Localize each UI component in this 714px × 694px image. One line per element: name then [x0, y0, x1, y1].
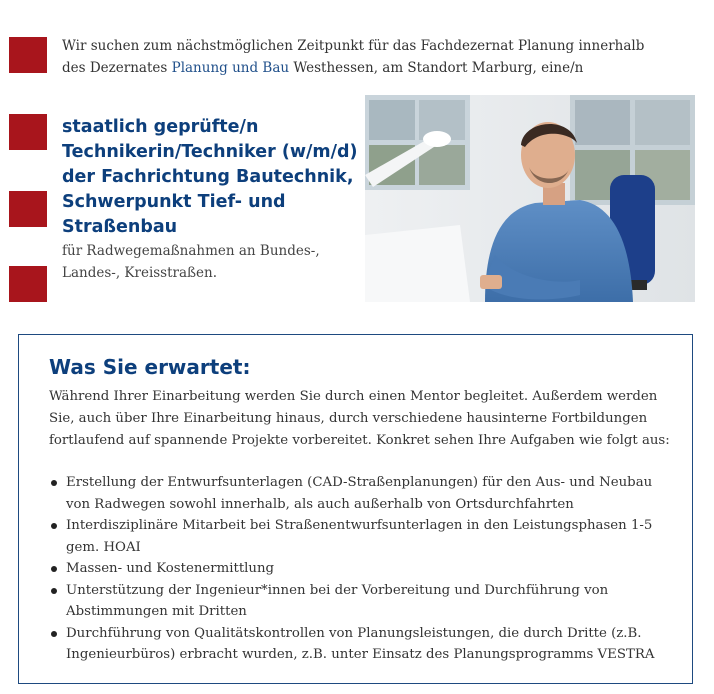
list-item — [49, 580, 674, 623]
list-item-text: Erstellung der Entwurfsunterlagen (CAD-Straßenplanungen) für den Aus- und Neubau von Radwegen sowohl innerhalb, als auch außerhalb von Ortsdurchfahrten — [66, 475, 653, 512]
section-lead-text: Während Ihrer Einarbeitung werden Sie durch einen Mentor begleitet. Außerdem werden Sie, auch über Ihre Einarbeitung hinaus, durch verschiedene hausinterne Fortbildungen fortlaufend auf spannende Projekte vorbereitet. Konkret sehen Ihre Aufgaben wie folgt aus: — [49, 389, 670, 448]
bullet-icon — [51, 480, 57, 486]
bullet-icon — [51, 588, 57, 594]
job-title-line: Straßenbau — [62, 217, 178, 237]
list-item-text: Durchführung von Qualitätskontrollen von Planungsleistungen, die durch Dritte (z.B. Ingenieurbüros) erbracht wurden, z.B. unter Einsatz des Planungsprogramms VESTRA — [66, 625, 655, 662]
list-item-text: Unterstützung der Ingenieur*innen bei der Vorbereitung und Durchführung von Abstimmungen mit Dritten — [66, 582, 609, 619]
accent-square-3 — [9, 191, 47, 227]
job-subtitle-line: Landes-, Kreisstraßen. — [62, 265, 218, 281]
list-item-text: Interdisziplinäre Mitarbeit bei Straßenentwurfsunterlagen in den Leistungsphasen 1-5 gem. HOAI — [66, 518, 653, 555]
employee-photo — [365, 95, 695, 302]
accent-square-2 — [9, 114, 47, 150]
section-heading: Was Sie erwartet: — [49, 355, 251, 379]
job-title-line: Schwerpunkt Tief- und — [62, 192, 286, 212]
what-to-expect-section — [18, 334, 693, 684]
list-item — [49, 623, 674, 666]
planung-und-bau-link[interactable]: Planung und Bau — [171, 60, 290, 76]
job-title-line: der Fachrichtung Bautechnik, — [62, 167, 354, 187]
job-subtitle — [62, 240, 352, 284]
task-list — [49, 472, 674, 666]
bullet-icon — [51, 523, 57, 529]
accent-square-1 — [9, 37, 47, 73]
job-title — [62, 115, 362, 240]
bullet-icon — [51, 631, 57, 637]
intro-text-end: Westhessen, am Standort Marburg, eine/n — [289, 60, 584, 76]
intro-text-start: Wir suchen zum nächstmöglichen Zeitpunkt für das Fachdezernat Planung innerhalb des Dezernates — [62, 38, 645, 76]
list-item — [49, 515, 674, 558]
list-item — [49, 558, 674, 580]
job-title-line: Technikerin/Techniker (w/m/d) — [62, 142, 358, 162]
intro-text — [62, 35, 662, 79]
list-item-text: Massen- und Kostenermittlung — [66, 561, 275, 576]
list-item — [49, 472, 674, 515]
job-subtitle-line: für Radwegemaßnahmen an Bundes-, — [62, 243, 320, 259]
accent-square-4 — [9, 266, 47, 302]
job-title-line: staatlich geprüfte/n — [62, 117, 259, 137]
bullet-icon — [51, 566, 57, 572]
